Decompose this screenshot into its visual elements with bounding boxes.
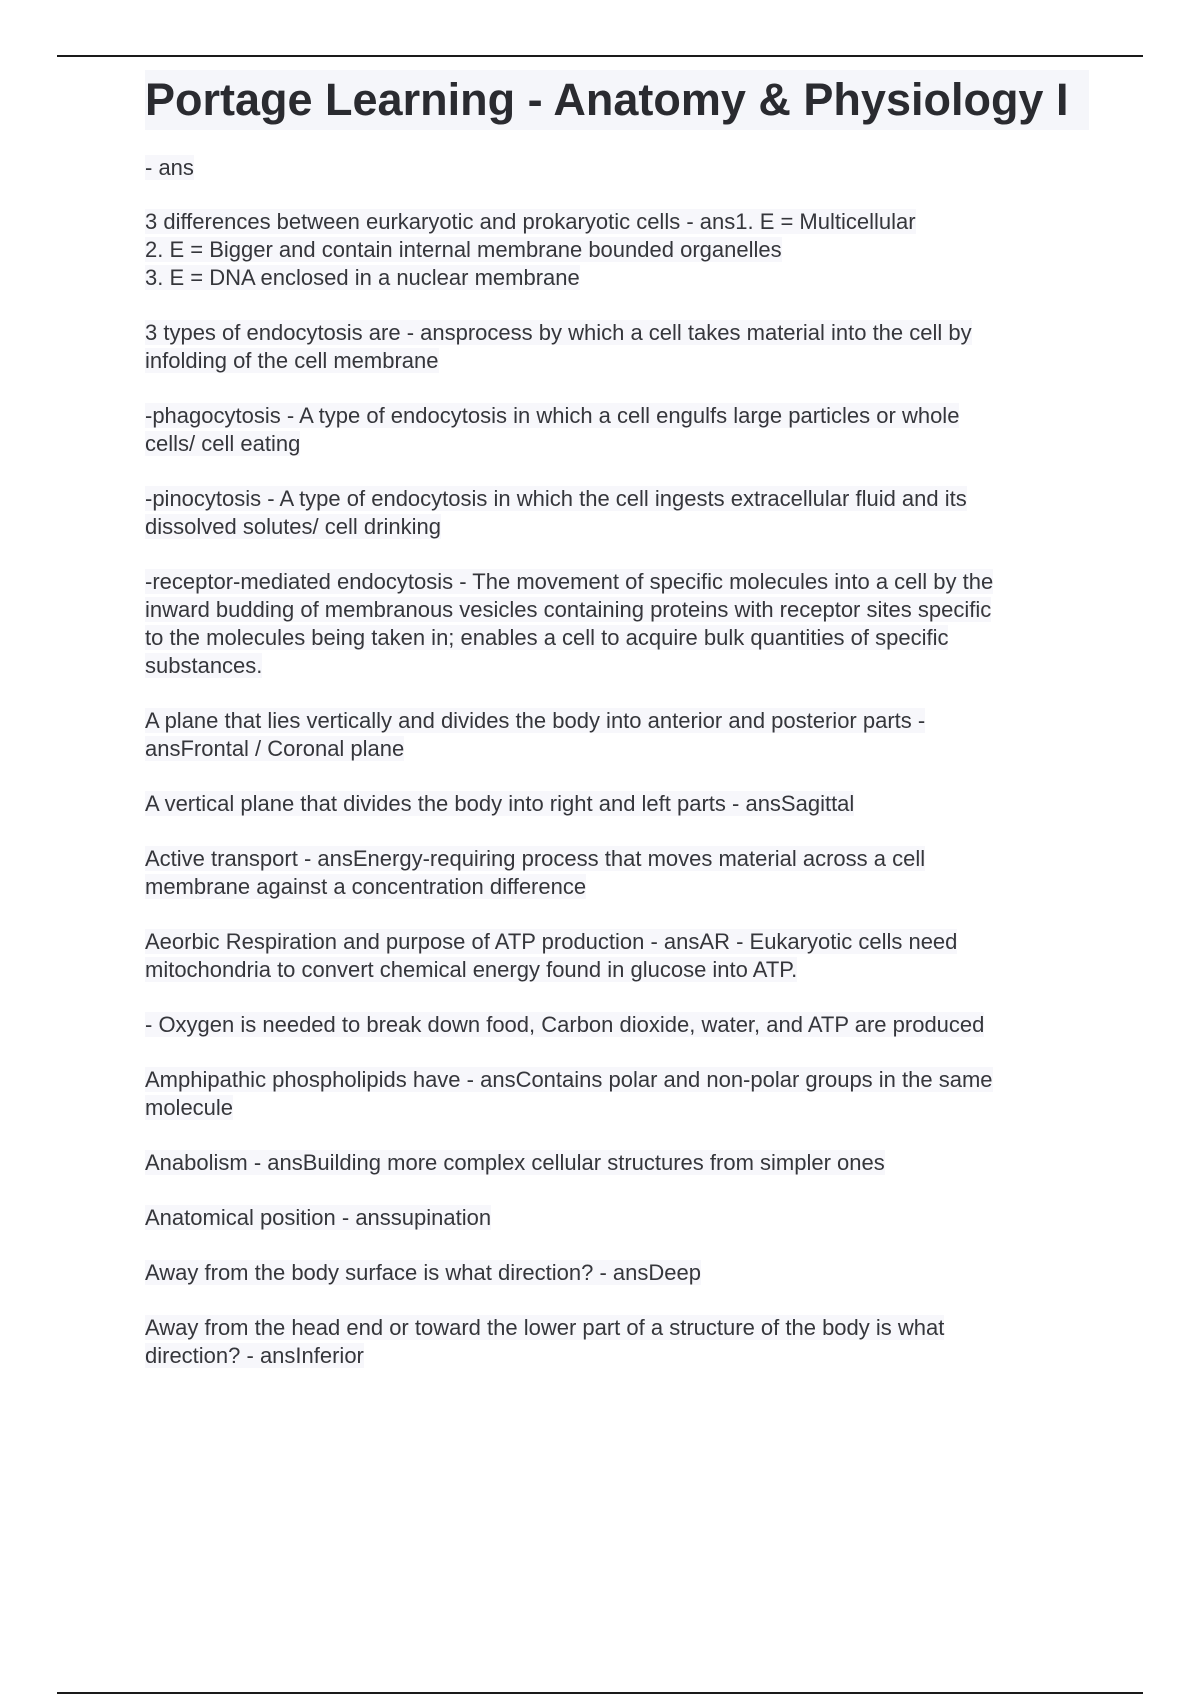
bottom-rule [57,1692,1143,1694]
entry [145,154,1089,182]
entry-text: Away from the body surface is what direction? - ansDeep [145,1260,701,1285]
entry [145,1314,1089,1370]
entry [145,1149,1089,1177]
entry-text: Amphipathic phospholipids have - ansContains polar and non-polar groups in the same molecule [145,1067,993,1120]
entry-text: Anatomical position - anssupination [145,1205,492,1230]
entry-text: - ans [145,155,194,180]
entry-text: -receptor-mediated endocytosis - The movement of specific molecules into a cell by the inward budding of membranous vesicles containing proteins with receptor sites specific to the molecules being taken in; enables a cell to acquire bulk quantities of specific substances. [145,569,994,678]
entry-text: 3 types of endocytosis are - ansprocess by which a cell takes material into the cell by infolding of the cell membrane [145,320,972,373]
document-body [145,70,1089,1397]
entry [145,790,1089,818]
entry-text: -pinocytosis - A type of endocytosis in which the cell ingests extracellular fluid and its dissolved solutes/ cell drinking [145,486,967,539]
entry [145,928,1089,984]
entry [145,707,1089,763]
entry [145,1259,1089,1287]
entry [145,319,1089,375]
entry [145,1204,1089,1232]
entry-text: Anabolism - ansBuilding more complex cellular structures from simpler ones [145,1150,885,1175]
entry [145,485,1089,541]
top-rule [57,55,1143,57]
entry-text: - Oxygen is needed to break down food, Carbon dioxide, water, and ATP are produced [145,1012,985,1037]
entry [145,208,1089,292]
entry [145,845,1089,901]
entry-text: A vertical plane that divides the body into right and left parts - ansSagittal [145,791,855,816]
entry-text: -phagocytosis - A type of endocytosis in which a cell engulfs large particles or whole cells/ cell eating [145,403,960,456]
entry-text: 3 differences between eurkaryotic and prokaryotic cells - ans1. E = Multicellular 2. E = Bigger and contain internal membrane bounded organelles 3. E = DNA enclosed in a nuclear membrane [145,209,916,290]
entry [145,1066,1089,1122]
entry-list [145,154,1089,1370]
entry [145,402,1089,458]
entry [145,568,1089,680]
entry-text: Aeorbic Respiration and purpose of ATP production - ansAR - Eukaryotic cells need mitochondria to convert chemical energy found in glucose into ATP. [145,929,958,982]
entry-text: Away from the head end or toward the lower part of a structure of the body is what direction? - ansInferior [145,1315,945,1368]
entry-text: A plane that lies vertically and divides the body into anterior and posterior parts - ansFrontal / Coronal plane [145,708,926,761]
entry-text: Active transport - ansEnergy-requiring process that moves material across a cell membrane against a concentration difference [145,846,926,899]
document-title: Portage Learning - Anatomy & Physiology I [145,70,1089,130]
entry [145,1011,1089,1039]
